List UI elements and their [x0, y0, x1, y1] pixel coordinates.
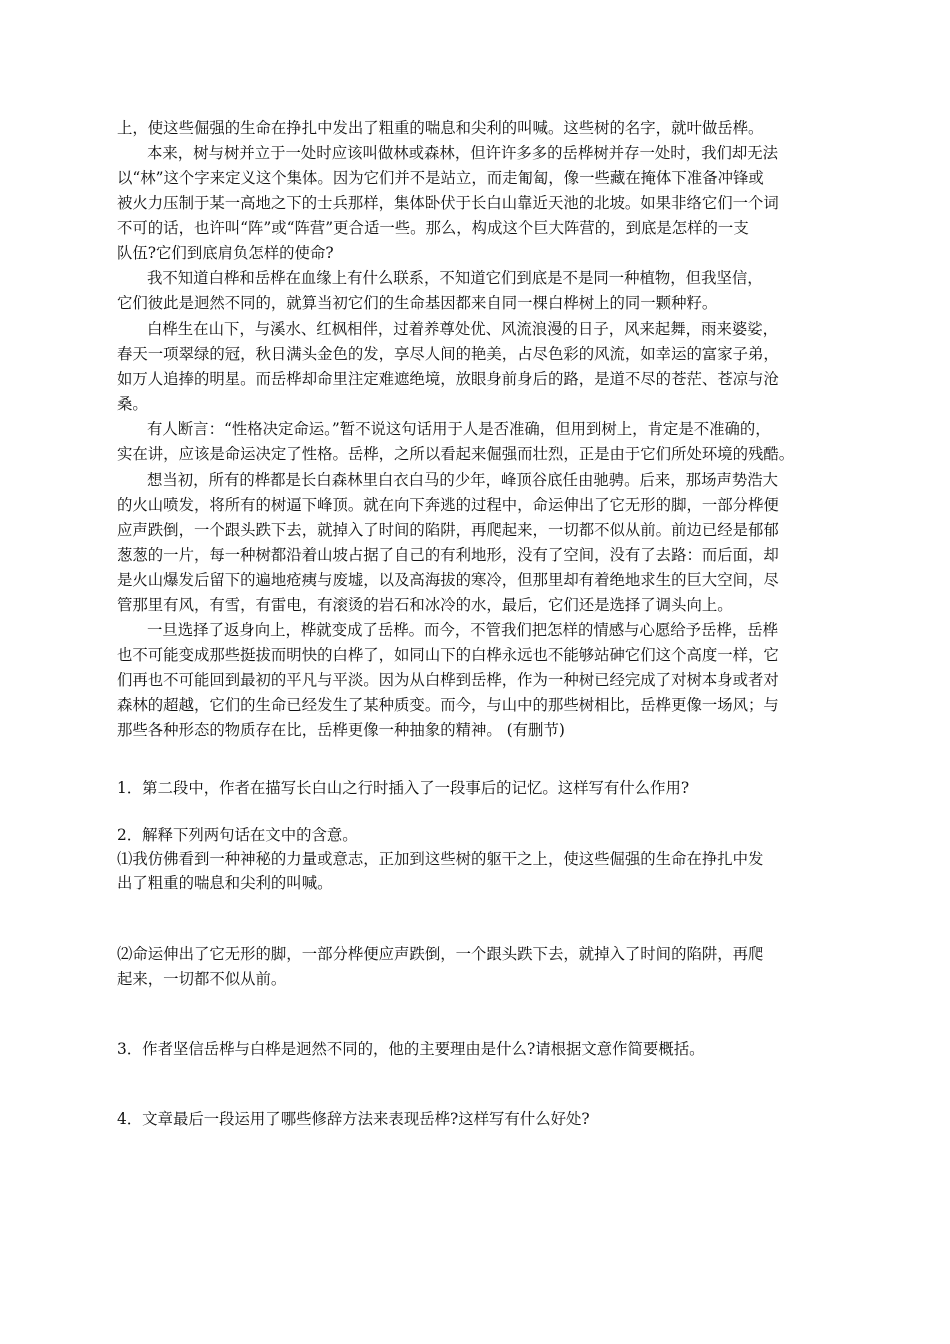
passage-line: 是火山爆发后留下的遍地疮痍与废墟，以及高海拔的寒冷，但那里却有着绝地求生的巨大空间，尽 — [117, 571, 779, 589]
passage-line: 应声跌倒，一个跟头跌下去，就掉入了时间的陷阱，再爬起来，一切都不似从前。前边已经是郁郁 — [117, 521, 779, 539]
passage-line: 我不知道白桦和岳桦在血缘上有什么联系，不知道它们到底是不是同一种植物，但我坚信， — [147, 269, 763, 287]
passage-line: 那些各种形态的物质存在比，岳桦更像一种抽象的精神。 (有删节) — [117, 721, 565, 739]
passage-line: 们再也不可能回到最初的平凡与平淡。因为从白桦到岳桦，作为一种树已经完成了对树本身或者对 — [117, 671, 779, 689]
question-2-sentence-1-line-2: 出了粗重的喘息和尖利的叫喊。 — [117, 874, 333, 892]
question-1: 1．第二段中，作者在描写长白山之行时插入了一段事后的记忆。这样写有什么作用? — [117, 779, 690, 797]
passage-line: 桑。 — [117, 395, 148, 413]
passage-line: 春天一项翠绿的冠，秋日满头金色的发，享尽人间的艳美，占尽色彩的风流，如幸运的富家子弟， — [117, 345, 779, 363]
passage-line: 如万人追捧的明星。而岳桦却命里注定难遮绝境，放眼身前身后的路，是道不尽的苍茫、苍凉与沧 — [117, 370, 779, 388]
passage-line: 被火力压制于某一高地之下的士兵那样，集体卧伏于长白山靠近天池的北坡。如果非络它们一个词 — [117, 194, 779, 212]
question-2: 2．解释下列两句话在文中的含意。 — [117, 826, 358, 844]
passage-line: 不可的话，也许叫“阵”或“阵营”更合适一些。那么，构成这个巨大阵营的，到底是怎样的一支 — [117, 219, 749, 237]
passage-line: 也不可能变成那些挺拔而明快的白桦了，如同山下的白桦永远也不能够站砷它们这个高度一样，它 — [117, 646, 779, 664]
passage-line: 想当初，所有的桦都是长白森林里白衣白马的少年，峰顶谷底任由驰骋。后来，那场声势浩大 — [147, 471, 779, 489]
passage-line: 上，使这些倔强的生命在挣扎中发出了粗重的喘息和尖利的叫喊。这些树的名字，就叶做岳桦。 — [117, 119, 764, 137]
question-3: 3．作者坚信岳桦与白桦是迥然不同的，他的主要理由是什么?请根据文意作简要概括。 — [117, 1040, 705, 1058]
passage-line: 的火山喷发，将所有的树逼下峰顶。就在向下奔逃的过程中，命运伸出了它无形的脚，一部分桦便 — [117, 496, 779, 514]
passage-line: 本来，树与树并立于一处时应该叫做林或森林，但许许多多的岳桦树并存一处时，我们却无法 — [147, 144, 779, 162]
passage-line: 它们彼此是迥然不同的，就算当初它们的生命基因都来自同一棵白桦树上的同一颗种籽。 — [117, 294, 718, 312]
passage-line: 白桦生在山下，与溪水、红枫相伴，过着养尊处优、风流浪漫的日子，风来起舞，雨来婆娑， — [147, 320, 779, 338]
passage-line: 一旦选择了返身向上，桦就变成了岳桦。而今，不管我们把怎样的情感与心愿给予岳桦，岳桦 — [147, 621, 779, 639]
passage-line: 实在讲，应该是命运决定了性格。岳桦，之所以看起来倔强而壮烈，正是由于它们所处环境的残酷。 — [117, 445, 795, 463]
question-2-sentence-1-line-1: ⑴我仿佛看到一种神秘的力量或意志，正加到这些树的躯干之上，使这些倔强的生命在挣扎中发 — [117, 850, 764, 868]
passage-line: 森林的超越，它们的生命已经发生了某种质变。而今，与山中的那些树相比，岳桦更像一场风；与 — [117, 696, 779, 714]
passage-line: 葱葱的一片，每一种树都沿着山坡占据了自己的有利地形，没有了空间，没有了去路：而后面，却 — [117, 546, 779, 564]
passage-line: 有人断言：“性格决定命运。”暂不说这句话用于人是否准确，但用到树上，肯定是不准确的， — [147, 420, 771, 438]
question-2-sentence-2-line-2: 起来，一切都不似从前。 — [117, 970, 287, 988]
passage-line: 管那里有风，有雪，有雷电，有滚烫的岩石和冰冷的水，最后，它们还是选择了调头向上。 — [117, 596, 733, 614]
passage-line: 以“林”这个字来定义这个集体。因为它们并不是站立，而走匍匐，像一些藏在掩体下准备冲锋或 — [117, 169, 764, 187]
question-4: 4．文章最后一段运用了哪些修辞方法来表现岳桦?这样写有什么好处? — [117, 1110, 590, 1128]
passage-line: 队伍?它们到底肩负怎样的使命? — [117, 244, 334, 262]
question-2-sentence-2-line-1: ⑵命运伸出了它无形的脚，一部分桦便应声跌倒，一个跟头跌下去，就掉入了时间的陷阱，再爬 — [117, 945, 764, 963]
